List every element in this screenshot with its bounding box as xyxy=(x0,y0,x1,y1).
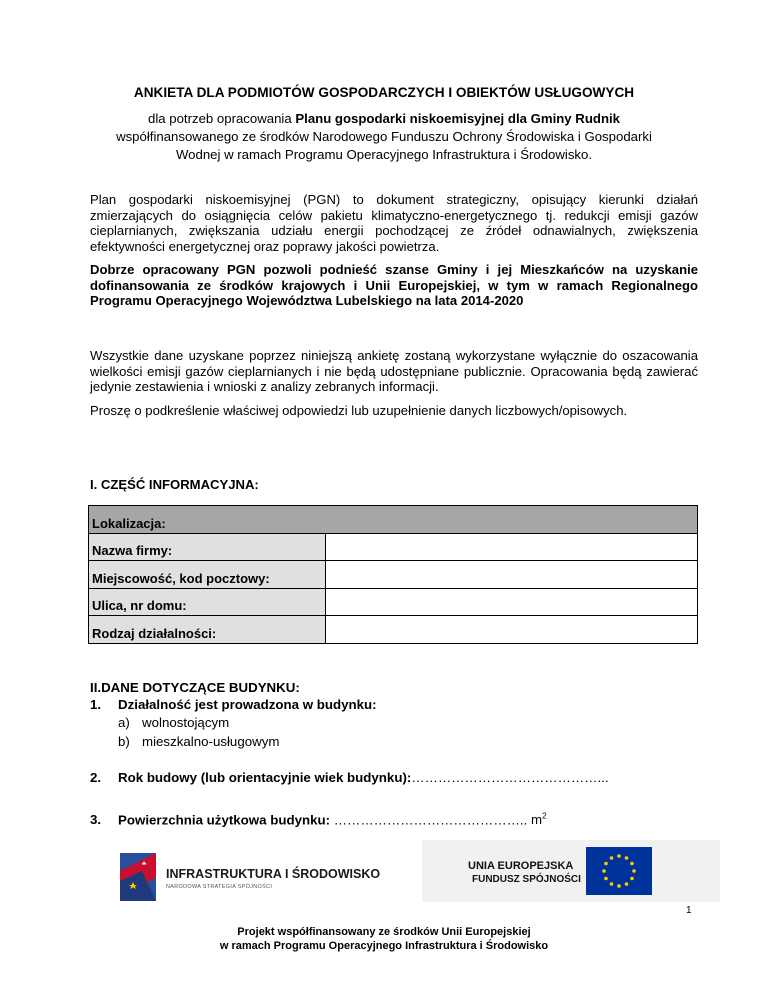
instruction-paragraph: Proszę o podkreślenie właściwej odpowiedzi lub uzupełnienie danych liczbowych/opisowych. xyxy=(90,403,628,418)
activity-type-label: Rodzaj działalności: xyxy=(89,616,326,644)
eu-star-icon xyxy=(604,877,608,881)
q1-label: Działalność jest prowadzona w budynku: xyxy=(118,697,377,712)
q3-unit: $m^2$ xyxy=(531,812,547,828)
table-row xyxy=(89,533,698,561)
option-a-text: wolnostojącym xyxy=(142,715,230,730)
q2-number: 2. xyxy=(90,770,102,785)
q3-label: Powierzchnia użytkowa budynku: xyxy=(118,812,331,828)
eu-star-icon xyxy=(604,862,608,866)
locality-label: Miejscowość, kod pocztowy: xyxy=(89,561,326,589)
q2-answer-blank[interactable]: ……………………………………... xyxy=(411,770,609,785)
eu-star-icon xyxy=(617,854,621,858)
table-row xyxy=(89,588,698,616)
eu-star-icon xyxy=(602,869,606,873)
eu-cohesion-fund-logo xyxy=(422,840,720,902)
eu-star-icon xyxy=(625,882,629,886)
option-a[interactable] xyxy=(118,715,230,730)
table-header-row xyxy=(89,506,698,534)
eu-star-icon xyxy=(630,877,634,881)
footer-line2: w ramach Programu Operacyjnego Infrastruktura i Środowisko xyxy=(219,940,549,952)
section1-heading: I. CZĘŚĆ INFORMACYJNA: xyxy=(90,477,259,492)
privacy-paragraph: Wszystkie dane uzyskane poprzez niniejszą ankietę zostaną wykorzystane wyłącznie do oszacowania wielkości emisji gazów cieplarnianych i nie będą udostępniane publicznie. Opracowania będą zawierać jedynie zestawienia i wnioski z analizy zebranych informacji. xyxy=(90,348,698,394)
document-title: ANKIETA DLA PODMIOTÓW GOSPODARCZYCH I OBIEKTÓW USŁUGOWYCH xyxy=(133,85,635,100)
highlight-paragraph: Dobrze opracowany PGN pozwoli podnieść szanse Gminy i jej Mieszkańców na uzyskanie dofinansowania ze środków krajowych i Unii Europejskiej, w tym w ramach Regionalnego Programu Operacyjnego Województwa Lubelskiego na lata 2014-2020 xyxy=(90,262,698,308)
option-b[interactable] xyxy=(118,734,280,749)
intro-paragraph: Plan gospodarki niskoemisyjnej (PGN) to dokument strategiczny, opisujący kierunki działań zmierzających do osiągnięcia celów pakietu klimatyczno-energetycznego tj. redukcji emisji gazów cieplarnianych, zwiększania udziału energii pochodzącej ze źródeł odnawialnych, zwiększenia efektywności energetycznej oraz poprawy jakości powietrza. xyxy=(90,192,698,254)
locality-field[interactable] xyxy=(326,561,698,589)
eu-star-icon xyxy=(610,856,614,860)
eu-flag-icon xyxy=(586,847,652,895)
q2-label: Rok budowy (lub orientacyjnie wiek budynku): xyxy=(118,770,412,785)
section2-heading: II.DANE DOTYCZĄCE BUDYNKU: xyxy=(90,680,300,695)
street-field[interactable] xyxy=(326,588,698,616)
footer-line1: Projekt współfinansowany ze środków Unii Europejskiej xyxy=(237,926,531,938)
q1-number: 1. xyxy=(90,697,102,712)
subtitle-line2: współfinansowanego ze środków Narodowego Funduszu Ochrony Środowiska i Gospodarki xyxy=(116,129,652,144)
eu-star-icon xyxy=(625,856,629,860)
eu-logo-line2: FUNDUSZ SPÓJNOŚCI xyxy=(472,874,581,885)
activity-type-field[interactable] xyxy=(326,616,698,644)
company-name-field[interactable] xyxy=(326,533,698,561)
infrastruktura-logo-subtitle: NARODOWA STRATEGIA SPÓJNOŚCI xyxy=(166,884,273,890)
table-row xyxy=(89,561,698,589)
q3-number: 3. xyxy=(90,812,102,827)
eu-star-icon xyxy=(630,862,634,866)
document-subtitle xyxy=(70,110,698,164)
option-a-letter: a) xyxy=(118,715,130,730)
company-name-label: Nazwa firmy: xyxy=(89,533,326,561)
subtitle-prefix: dla potrzeb opracowania xyxy=(148,111,296,126)
eu-star-icon xyxy=(610,882,614,886)
street-label: Ulica, nr domu: xyxy=(89,588,326,616)
eu-star-icon xyxy=(617,884,621,888)
option-b-letter: b) xyxy=(118,734,130,749)
q3-row xyxy=(118,812,547,827)
q2-row xyxy=(118,770,609,785)
option-b-text: mieszkalno-usługowym xyxy=(142,734,280,749)
footer xyxy=(0,925,768,953)
table-row xyxy=(89,616,698,644)
subtitle-plan-name: Planu gospodarki niskoemisyjnej dla Gminy Rudnik xyxy=(295,111,620,126)
company-info-table xyxy=(88,505,698,644)
infrastruktura-logo-title: INFRASTRUKTURA I ŚRODOWISKO xyxy=(166,867,381,881)
infrastruktura-logo xyxy=(118,845,381,905)
infrastruktura-emblem-icon xyxy=(118,851,158,903)
q3-answer-blank[interactable]: …………………………………….. xyxy=(333,812,528,828)
eu-star-icon xyxy=(632,869,636,873)
eu-logo-line1: UNIA EUROPEJSKA xyxy=(468,860,574,872)
subtitle-line3: Wodnej w ramach Programu Operacyjnego Infrastruktura i Środowisko. xyxy=(175,147,593,162)
page-number: 1 xyxy=(686,905,692,916)
table-header-cell: Lokalizacja: xyxy=(89,506,698,534)
